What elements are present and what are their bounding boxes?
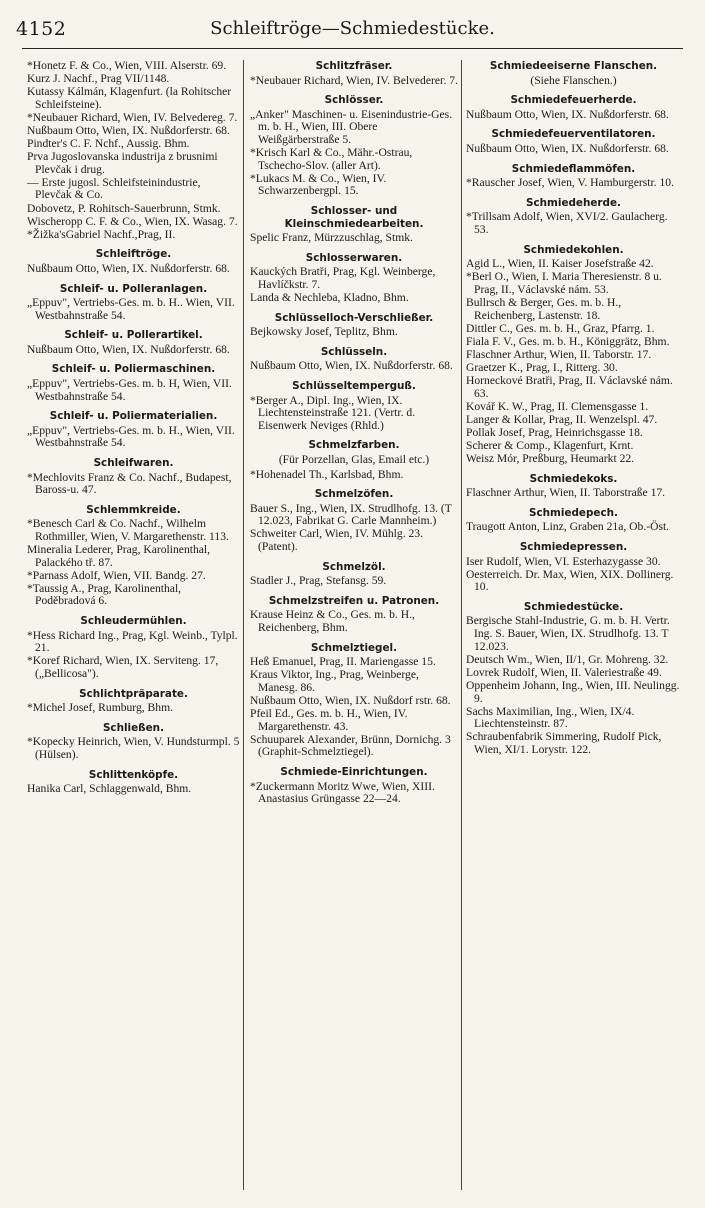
column-middle — [250, 60, 458, 1195]
category-note: (Für Porzellan, Glas, Email etc.) — [278, 452, 430, 466]
listing-entry: „Eppuv", Vertriebs-Ges. m. b. H.. Wien, VII. Westbahnstraße 54. — [27, 296, 235, 322]
page-number: 4152 — [16, 18, 67, 40]
listing-entry: „Eppuv", Vertriebs-Ges. m. b. H., Wien, VII. Westbahnstraße 54. — [27, 423, 235, 450]
listing-entry: *Neubauer Richard, Wien, IV. Belvedereg. 7. — [27, 110, 238, 124]
listing-entry: *Rauscher Josef, Wien, V. Hamburgerstr. 10. — [466, 176, 674, 190]
category-heading: Schleif- u. Pollerartikel. — [64, 329, 203, 342]
listing-entry: Mineralia Lederer, Prag, Karolinenthal, Palackého tř. 87. — [27, 543, 211, 569]
listing-entry: Wischeropp C. F. & Co., Wien, IX. Wasag. 7. — [27, 214, 238, 228]
listing-entry: Weisz Mór, Preßburg, Heumarkt 22. — [466, 452, 635, 466]
listing-entry: Deutsch Wm., Wien, II/1, Gr. Mohreng. 32. — [466, 652, 669, 666]
category-heading: Schmelztiegel. — [310, 641, 398, 654]
listing-entry: *Kopecky Heinrich, Wien, V. Hundsturmpl. 5 (Hülsen). — [27, 735, 240, 761]
category-heading: Schmelzstreifen u. Patronen. — [268, 594, 440, 607]
category-heading: Schmelzöfen. — [314, 488, 394, 501]
column-divider — [461, 60, 462, 1190]
header-rule — [22, 48, 683, 49]
category-heading: Schmiedefeuerherde. — [510, 94, 637, 107]
listing-entry: „Eppuv", Vertriebs-Ges. m. b. H, Wien, VII. Westbahnstraße 54. — [27, 377, 232, 403]
listing-entry: Traugott Anton, Linz, Graben 21a, Ob.-Öst. — [466, 520, 670, 534]
listing-entry: *Lukacs M. & Co., Wien, IV. Schwarzenbergpl. 15. — [250, 171, 387, 198]
listing-entry: *Koref Richard, Wien, IX. Serviteng. 17, („Bellicosa"). — [27, 654, 219, 680]
listing-entry: *Taussig A., Prag, Karolinenthal, Poděbradová 6. — [27, 581, 182, 608]
listing-entry: Pfeil Ed., Ges. m. b. H., Wien, IV. Margarethenstr. 43. — [250, 707, 408, 733]
category-heading: Schleif- u. Polleranlagen. — [59, 282, 208, 295]
category-heading: Schlittenköpfe. — [88, 768, 179, 781]
category-heading: Schlosserwaren. — [305, 251, 403, 264]
listing-entry: *Michel Josef, Rumburg, Bhm. — [27, 701, 173, 715]
listing-entry: Spelic Franz, Mürzzuschlag, Stmk. — [250, 231, 413, 245]
listing-entry: Dobovetz, P. Rohitsch-Sauerbrunn, Stmk. — [27, 201, 221, 215]
listing-entry: Bullrsch & Berger, Ges. m. b. H., Reichenberg, Lastenstr. 18. — [466, 295, 622, 322]
listing-entry: Kutassy Kálmán, Klagenfurt. (la Rohitscher Schleifsteine). — [27, 85, 232, 111]
category-heading: Schlemmkreide. — [86, 503, 181, 516]
category-heading: Schmelzöl. — [322, 560, 386, 573]
page-header — [0, 14, 705, 48]
listing-entry: Nußbaum Otto, Wien, IX. Nußdorferstr. 68. — [27, 123, 230, 137]
listing-entry: Scherer & Comp., Klagenfurt, Krnt. — [466, 438, 634, 452]
listing-entry: Bauer S., Ing., Wien, IX. Strudlhofg. 13. (T 12.023, Fabrikat G. Carle Mannheim.) — [250, 501, 452, 528]
category-heading: Schmiedeherde. — [526, 196, 621, 209]
category-heading: Schleiftröge. — [95, 248, 172, 261]
category-heading: Schleif- u. Poliermaterialien. — [49, 410, 218, 423]
category-heading: Schlüsseltemperguß. — [292, 379, 416, 392]
listing-entry: Nußbaum Otto, Wien, IX. Nußdorferstr. 68. — [27, 261, 230, 275]
listing-entry: *Hohenadel Th., Karlsbad, Bhm. — [250, 467, 404, 481]
listing-entry: Schweiter Carl, Wien, IV. Mühlg. 23. (Patent). — [250, 527, 423, 553]
category-heading: Schließen. — [102, 721, 165, 734]
column-divider — [243, 60, 244, 1190]
listing-entry: *Žižka'sGabriel Nachf.,Prag, II. — [27, 227, 176, 241]
listing-entry: Prva Jugoslovanska industrija z brusnimi Plevčak i drug. — [27, 150, 218, 176]
listing-entry: Kauckých Bratři, Prag, Kgl. Weinberge, Havlíčkstr. 7. — [250, 265, 436, 291]
listing-entry: Kraus Viktor, Ing., Prag, Weinberge, Manesg. 86. — [250, 668, 419, 694]
category-heading: Schmiedeeiserne Flanschen. — [489, 60, 658, 72]
listing-entry: Lovrek Rudolf, Wien, II. Valeriestraße 49. — [466, 665, 662, 679]
listing-entry: Heß Emanuel, Prag, II. Mariengasse 15. — [250, 655, 436, 669]
listing-entry: Nußbaum Otto, Wien, IX. Nußdorferstr. 68. — [250, 359, 453, 373]
listing-entry: Krause Heinz & Co., Ges. m. b. H., Reichenberg, Bhm. — [250, 608, 415, 634]
listing-entry: Nußbaum Otto, Wien, IX. Nußdorf rstr. 68. — [250, 693, 451, 707]
listing-entry: Stadler J., Prag, Stefansg. 59. — [250, 574, 387, 588]
category-heading: Schmiede-Einrichtungen. — [280, 765, 428, 778]
category-heading: Schmiedekohlen. — [523, 243, 624, 256]
category-heading: Schleudermühlen. — [80, 615, 187, 628]
listing-entry: *Hess Richard Ing., Prag, Kgl. Weinb., Tylpl. 21. — [27, 628, 238, 655]
page-title: Schleiftröge—Schmiedestücke. — [210, 18, 495, 39]
listing-entry: Iser Rudolf, Wien, VI. Esterhazygasse 30. — [466, 554, 661, 568]
listing-entry: *Mechlovits Franz & Co. Nachf., Budapest, Baross-u. 47. — [27, 470, 232, 497]
category-heading: Schmiedepressen. — [519, 541, 628, 553]
listing-entry: *Krisch Karl & Co., Mähr.-Ostrau, Tschecho-Slov. (aller Art). — [250, 146, 413, 172]
listing-entry: Kovář K. W., Prag, II. Clemensgasse 1. — [466, 399, 649, 413]
listing-entry: Schuuparek Alexander, Brünn, Dornichg. 3 (Graphit-Schmelztiegel). — [250, 732, 451, 759]
category-heading: Schlitzfräser. — [315, 60, 393, 72]
listing-entry: *Zuckermann Moritz Wwe, Wien, XIII. Anastasius Grüngasse 22—24. — [250, 779, 435, 806]
column-right — [466, 60, 681, 1195]
category-heading: Schlosser- und Kleinschmiedearbeiten. — [284, 204, 424, 230]
category-heading: Schlüsselloch-Verschließer. — [274, 311, 434, 324]
listing-entry: Flaschner Arthur, Wien, II. Taborstraße 17. — [466, 486, 666, 500]
listing-entry: Sachs Maximilian, Ing., Wien, IX/4. Liechtensteinstr. 87. — [466, 704, 635, 731]
category-note: (Siehe Flanschen.) — [530, 73, 617, 87]
listing-entry: Oesterreich. Dr. Max, Wien, XIX. Dollinerg. 10. — [466, 567, 674, 594]
category-heading: Schmiedepech. — [529, 506, 618, 519]
listing-entry: *Neubauer Richard, Wien, IV. Belvederег. 7. — [250, 73, 458, 87]
listing-entry: Nußbaum Otto, Wien, IX. Nußdorferstr. 68. — [466, 141, 669, 155]
listing-entry: Pollak Josef, Prag, Heinrichsgasse 18. — [466, 425, 643, 439]
listing-entry: *Honetz F. & Co., Wien, VIII. Alserstr. 69. — [27, 60, 227, 72]
listing-entry: Landa & Nechleba, Kladno, Bhm. — [250, 291, 409, 304]
category-heading: Schmiedefeuerventilatoren. — [491, 128, 656, 141]
listing-entry: Agid L., Wien, II. Kaiser Josefstraße 42. — [466, 257, 654, 271]
category-heading: Schmelzfarben. — [308, 439, 400, 452]
listing-entry: Dittler C., Ges. m. b. H., Graz, Pfarrg. 1. — [466, 321, 655, 335]
category-heading: Schlüsseln. — [320, 345, 388, 358]
category-heading: Schlichtpräparate. — [79, 687, 188, 700]
listing-entry: Schraubenfabrik Simmering, Rudolf Pick, Wien, XI/1. Lorystr. 122. — [466, 730, 662, 756]
listing-entry: Nußbaum Otto, Wien, IX. Nußdorferstr. 68. — [27, 342, 230, 356]
listing-entry: — Erste jugosl. Schleifsteinindustrie, Plevčak & Co. — [27, 175, 201, 202]
listing-entry: Kurz J. Nachf., Prag VII/1148. — [27, 72, 170, 86]
listing-entry: Fiala F. V., Ges. m. b. H., Königgrätz, Bhm. — [466, 334, 670, 348]
category-heading: Schmiedestücke. — [523, 600, 624, 613]
listing-entry: Hanika Carl, Schlaggenwald, Bhm. — [27, 782, 192, 796]
category-heading: Schleif- u. Poliermaschinen. — [51, 363, 216, 376]
category-heading: Schleifwaren. — [93, 457, 174, 470]
listing-entry: Flaschner Arthur, Wien, II. Taborstr. 17. — [466, 347, 652, 361]
listing-entry: Horneckové Bratři, Prag, II. Václavské nám. 63. — [466, 373, 673, 400]
listing-entry: *Benesch Carl & Co. Nachf., Wilhelm Rothmiller, Wien, V. Margarethenstr. 113. — [27, 517, 229, 543]
listing-entry: Oppenheim Johann, Ing., Wien, III. Neulingg. 9. — [466, 678, 680, 705]
listing-entry: „Anker" Maschinen- u. Eisenindustrie-Ges. m. b. H., Wien, III. Obere Weißgärberstraße 5. — [250, 107, 453, 146]
listing-entry: Langer & Kollar, Prag, II. Wenzelspl. 47. — [466, 412, 658, 426]
listing-entry: Bejkowsky Josef, Teplitz, Bhm. — [250, 325, 398, 339]
column-left — [27, 60, 240, 1195]
listing-entry: *Trillsam Adolf, Wien, XVI/2. Gaulacherg. 53. — [466, 210, 668, 236]
listing-entry: *Berl O., Wien, I. Maria Theresienstr. 8 u. Prag, II., Václavské nám. 53. — [466, 270, 662, 296]
listing-entry: Nußbaum Otto, Wien, IX. Nußdorferstr. 68. — [466, 107, 669, 121]
listing-entry: Bergische Stahl-Industrie, G. m. b. H. Vertr. Ing. S. Bauer, Wien, IX. Strudlhofg. 13. T 12.023. — [466, 614, 670, 653]
listing-entry: *Berger A., Dipl. Ing., Wien, IX. Liechtensteinstraße 121. (Vertr. d. Eisenwerk Neviges (Rhld.) — [250, 393, 416, 432]
listing-entry: Graetzer K., Prag, I., Ritterg. 30. — [466, 360, 618, 374]
category-heading: Schmiedeflammöfen. — [511, 162, 636, 175]
category-heading: Schlösser. — [324, 94, 384, 107]
category-heading: Schmiedekoks. — [529, 472, 618, 485]
listing-entry: *Parnass Adolf, Wien, VII. Bandg. 27. — [27, 568, 206, 582]
listing-entry: Pindter's C. F. Nchf., Aussig. Bhm. — [27, 137, 190, 151]
